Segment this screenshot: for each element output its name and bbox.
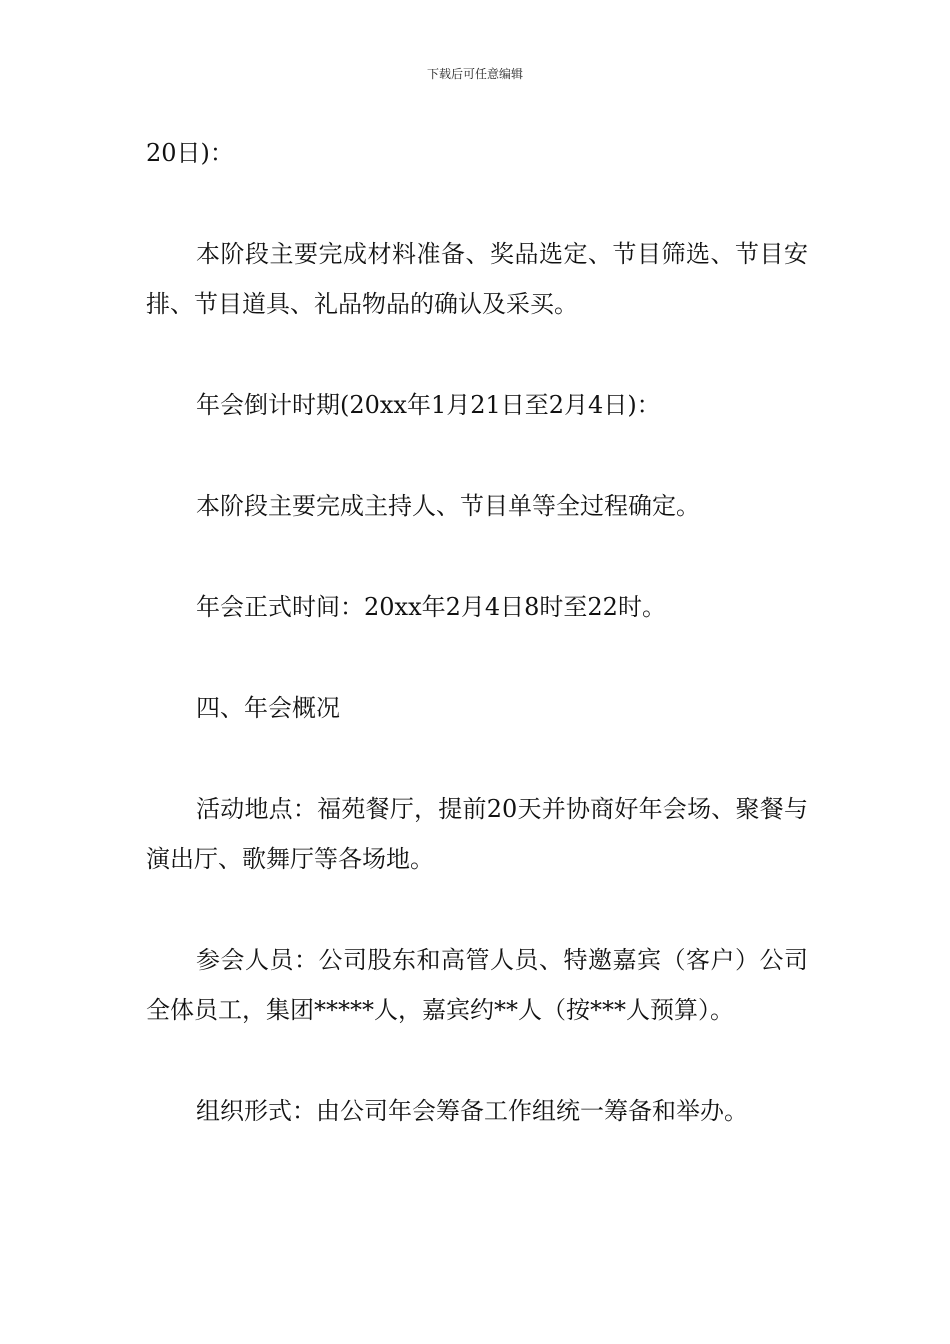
document-body — [146, 128, 808, 1136]
paragraph-date-continuation: 20日)： — [146, 139, 234, 167]
section-heading-overview: 四、年会概况 — [196, 694, 340, 722]
paragraph-organization: 组织形式：由公司年会筹备工作组统一筹备和举办。 — [196, 1097, 748, 1125]
paragraph-gap — [146, 178, 808, 229]
paragraph-gap — [146, 531, 808, 582]
paragraph-gap — [146, 884, 808, 935]
paragraph-venue: 活动地点：福苑餐厅，提前20天并协商好年会场、聚餐与演出厅、歌舞厅等各场地。 — [146, 795, 808, 873]
paragraph-gap — [146, 329, 808, 380]
paragraph-host-and-program: 本阶段主要完成主持人、节目单等全过程确定。 — [196, 492, 700, 520]
paragraph-preparation-tasks: 本阶段主要完成材料准备、奖品选定、节目筛选、节目安排、节目道具、礼品物品的确认及采买。 — [146, 240, 808, 318]
paragraph-official-time: 年会正式时间：20xx年2月4日8时至22时。 — [196, 593, 666, 621]
paragraph-gap — [146, 733, 808, 784]
paragraph-attendees: 参会人员：公司股东和高管人员、特邀嘉宾（客户）公司全体员工，集团*****人，嘉宾约**人（按***人预算）。 — [146, 946, 808, 1024]
page-header: 下载后可任意编辑 — [426, 67, 523, 81]
paragraph-gap — [146, 1035, 808, 1086]
paragraph-gap — [146, 632, 808, 683]
paragraph-gap — [146, 430, 808, 481]
paragraph-countdown-period: 年会倒计时期(20xx年1月21日至2月4日)： — [196, 391, 661, 419]
